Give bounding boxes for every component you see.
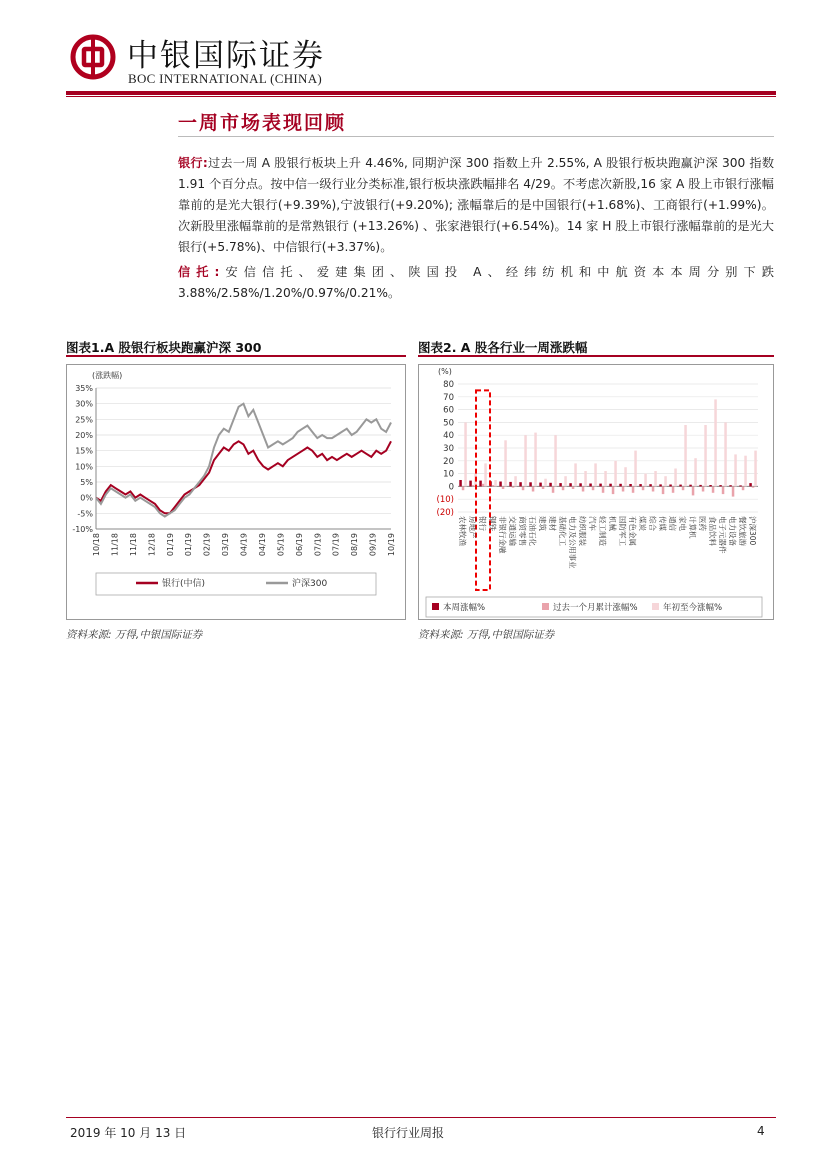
chart2-bar: [739, 485, 742, 486]
chart1-y-tick-label: 15%: [75, 446, 93, 456]
chart2-category-label: 有色金属: [628, 516, 637, 546]
chart1-x-tick-label: 11/18: [110, 533, 120, 557]
chart2-category-label: 建筑: [538, 516, 547, 531]
chart2-bar: [544, 479, 547, 487]
chart2-bar: [582, 486, 585, 491]
chart2-bar: [732, 486, 735, 496]
chart2-bar: [644, 474, 647, 487]
chart2-category-label: 商贸零售: [518, 516, 527, 546]
chart1-y-tick-label: 10%: [75, 462, 93, 472]
chart2-ylabel: (%): [438, 367, 452, 376]
chart2-bar: [614, 461, 617, 487]
chart2-bar: [492, 485, 495, 486]
chart2-bar: [539, 483, 542, 487]
chart1-y-tick-label: -10%: [72, 525, 93, 534]
chart2-y-tick-label: (10): [436, 495, 454, 506]
chart1-x-tick-label: 07/19: [331, 533, 341, 557]
paragraph-trusts-text: 安信信托、爱建集团、陕国投 A、经纬纺机和中航资本本周分别下跌 3.88%/2.58%/1.20%/0.97%/0.21%。: [178, 265, 774, 300]
chart2-y-tick-label: 70: [443, 392, 454, 403]
section-title-rule: [178, 136, 774, 137]
chart2-legend-label: 本周涨幅%: [443, 603, 486, 613]
chart2-category-label: 食品饮料: [708, 516, 717, 546]
chart1-x-tick-label: 01/19: [184, 533, 194, 557]
chart1-x-tick-label: 11/18: [128, 533, 138, 557]
chart2-category-label: 基础化工: [558, 516, 567, 546]
chart2-bar: [514, 476, 517, 486]
chart2-bar: [632, 486, 635, 492]
brand-name-cn: 中银国际证券: [127, 38, 325, 74]
chart1-x-tick-label: 04/19: [239, 533, 249, 557]
figure2-rule: [418, 355, 774, 357]
footer-rule: [66, 1117, 776, 1118]
chart2-bar: [562, 486, 565, 490]
footer-date: 2019 年 10 月 13 日: [70, 1126, 187, 1140]
chart2-category-label: 医药: [698, 516, 707, 531]
chart2-bar: [652, 486, 655, 491]
chart2-bar: [692, 486, 695, 495]
chart2-category-label: 沪深300: [748, 516, 757, 546]
chart1-x-tick-label: 07/19: [313, 533, 323, 557]
chart2-bar: [584, 471, 587, 486]
chart2-bar: [664, 476, 667, 486]
chart2-category-label: 石油石化: [528, 516, 537, 546]
chart2-bar: [724, 422, 727, 486]
chart2-bar: [564, 476, 567, 486]
chart2-legend-label: 过去一个月累计涨幅%: [553, 603, 638, 613]
chart2-bar: [579, 483, 582, 486]
chart2-bar: [504, 440, 507, 486]
chart2-category-label: 餐饮旅游: [738, 516, 747, 546]
chart2-bar: [694, 458, 697, 486]
chart2-bar: [629, 484, 632, 486]
chart2-bar: [662, 486, 665, 494]
chart2-bar: [622, 486, 625, 491]
chart1-ylabel: (涨跌幅): [92, 371, 123, 380]
figure2-chart: [418, 364, 774, 620]
chart2-category-label: 钢铁: [488, 516, 497, 531]
paragraph-banks-label: 银行:: [178, 156, 208, 170]
chart2-category-label: 传媒: [658, 516, 667, 531]
paragraph-banks: [178, 153, 774, 258]
brand-name-en: BOC INTERNATIONAL (CHINA): [128, 71, 323, 86]
chart2-category-label: 计算机: [688, 516, 697, 539]
chart2-bar: [502, 486, 505, 489]
chart2-y-tick-label: 0: [448, 482, 454, 493]
chart2-y-tick-label: 30: [443, 444, 454, 454]
chart2-bar: [752, 486, 755, 487]
chart2-bar: [702, 486, 705, 491]
chart1-x-tick-label: 09/19: [368, 533, 378, 557]
chart2-bar: [744, 456, 747, 487]
chart1-y-tick-label: 20%: [75, 431, 93, 440]
chart2-bar: [754, 451, 757, 487]
chart2-bar: [689, 485, 692, 487]
chart2-bar: [624, 467, 627, 486]
chart2-bar: [494, 480, 497, 486]
chart2-bar: [674, 469, 677, 487]
chart1-x-tick-label: 06/19: [294, 533, 304, 557]
paragraph-banks-text: 过去一周 A 股银行板块上升 4.46%, 同期沪深 300 指数上升 2.55%, A 股银行板块跑赢沪深 300 指数 1.91 个百分点。按中信一级行业分类标准,银行板块涨跌幅排名 4/29。不考虑次新股,16 家 A 股上市银行涨幅靠前的是光大银行(+9.39%),宁波银行(+9.20%); 涨幅靠后的是中国银行(+1.68%)、工商银行(+1.99%)。次新股里涨幅靠前的是常熟银行 (+13.26%) 、张家港银行(+6.54%)。14 家 H 股上市银行涨幅靠前的是光大银行(+5.78%)、中信银行(+3.37%)。: [178, 156, 775, 254]
chart2-category-label: 国防军工: [618, 516, 627, 546]
chart2-bar: [654, 471, 657, 486]
chart1-x-tick-label: 10/19: [387, 533, 396, 557]
chart1-x-tick-label: 10/18: [92, 533, 101, 557]
chart1-x-tick-label: 04/19: [257, 533, 267, 557]
chart2-category-label: 煤炭: [638, 516, 647, 531]
chart2-category-label: 电力及公用事业: [568, 516, 577, 569]
chart2-category-label: 房地产: [468, 516, 477, 539]
chart1-y-tick-label: 35%: [75, 384, 93, 393]
chart2-bar: [722, 486, 725, 494]
chart2-y-tick-label: 80: [443, 380, 454, 390]
figure1-rule: [66, 355, 406, 357]
chart1-y-tick-label: 30%: [75, 399, 93, 409]
chart2-bar: [642, 486, 645, 490]
figure2-title: 图表2. A 股各行业一周涨跌幅: [418, 340, 588, 355]
chart2-bar: [709, 485, 712, 486]
header-rule: [66, 91, 776, 95]
chart2-bar: [619, 484, 622, 487]
chart2-bar: [552, 486, 555, 492]
paragraph-trusts-label: 信托:: [178, 265, 220, 279]
chart2-legend-label: 年初至今涨幅%: [663, 603, 723, 613]
chart2-bar: [734, 454, 737, 486]
chart2-bar: [499, 482, 502, 487]
chart2-bar: [639, 484, 642, 486]
chart2-bar: [524, 435, 527, 486]
chart2-category-label: 农林牧渔: [458, 516, 467, 546]
chart1-y-tick-label: -5%: [77, 509, 93, 519]
chart2-bar: [604, 471, 607, 486]
chart1-y-tick-label: 5%: [80, 478, 93, 487]
chart2-bar: [659, 484, 662, 486]
chart1-legend-label: 沪深300: [292, 579, 328, 589]
chart2-category-label: 通信: [668, 516, 677, 531]
chart2-bar: [509, 482, 512, 487]
chart2-bar: [464, 422, 467, 486]
chart2-bar: [529, 482, 532, 486]
chart2-bar: [729, 485, 732, 486]
chart2-y-tick-label: 60: [443, 405, 454, 416]
chart2-bar: [549, 483, 552, 487]
chart2-bar: [669, 485, 672, 487]
chart2-legend-swatch: [542, 603, 549, 610]
chart2-bar: [534, 433, 537, 487]
chart2-bar: [532, 486, 535, 491]
chart2-bar: [589, 484, 592, 487]
boc-logo-icon: [70, 34, 116, 80]
figure2-source: 资料来源: 万得,中银国际证券: [418, 629, 555, 641]
chart2-bar: [714, 399, 717, 486]
footer-report-name: 银行行业周报: [372, 1126, 445, 1140]
chart2-bar: [679, 485, 682, 487]
chart2-bar: [459, 480, 462, 486]
chart2-category-label: 交通运输: [508, 516, 517, 546]
chart2-bar: [699, 485, 702, 487]
chart2-y-tick-label: 50: [443, 418, 454, 429]
chart2-bar: [749, 483, 752, 486]
chart2-bar: [704, 425, 707, 486]
chart2-bar: [672, 486, 675, 492]
section-title: 一周市场表现回顾: [178, 112, 347, 134]
chart2-category-label: 家电: [678, 516, 687, 531]
chart2-bar: [649, 484, 652, 486]
chart2-bar: [482, 484, 485, 487]
chart2-bar: [462, 486, 465, 490]
header-rule-thin: [66, 96, 776, 97]
chart2-y-tick-label: 20: [443, 456, 454, 467]
chart1-x-tick-label: 05/19: [276, 533, 286, 557]
chart2-y-tick-label: 40: [443, 431, 454, 442]
chart2-category-label: 综合: [648, 516, 657, 531]
chart2-bar: [519, 482, 522, 486]
chart2-bar: [479, 481, 482, 487]
chart1-x-tick-label: 03/19: [221, 533, 231, 557]
chart2-bar: [469, 481, 472, 487]
chart2-category-label: 电力设备: [728, 516, 737, 546]
figure1-chart: [66, 364, 406, 620]
chart2-bar: [554, 435, 557, 486]
chart2-bar: [634, 451, 637, 487]
chart1-y-tick-label: 0%: [80, 493, 93, 503]
chart1-x-tick-label: 08/19: [350, 533, 360, 557]
chart1-legend-label: 银行(中信): [162, 579, 206, 589]
chart2-bar: [684, 425, 687, 486]
chart2-legend-swatch: [652, 603, 659, 610]
chart1-x-tick-label: 02/19: [202, 533, 212, 557]
figure1-source: 资料来源: 万得,中银国际证券: [66, 629, 203, 641]
chart2-bar: [522, 486, 525, 490]
chart2-bar: [572, 486, 575, 489]
chart2-category-label: 汽车: [588, 516, 597, 531]
chart2-bar: [599, 484, 602, 487]
chart2-bar: [484, 463, 487, 486]
chart2-category-label: 建材: [548, 516, 557, 531]
chart2-bar: [512, 486, 515, 487]
chart2-bar: [682, 486, 685, 490]
figure1-title: 图表1.A 股银行板块跑赢沪深 300: [66, 340, 262, 355]
chart2-bar: [559, 483, 562, 486]
chart2-category-label: 电子元器件: [718, 516, 727, 554]
chart2-bar: [609, 484, 612, 487]
chart1-x-tick-label: 01/19: [165, 533, 175, 557]
chart2-bar: [612, 486, 615, 494]
chart2-y-tick-label: 10: [443, 469, 454, 480]
paragraph-trusts: [178, 262, 774, 304]
chart2-frame: [419, 365, 774, 620]
chart2-bar: [719, 485, 722, 486]
chart1-x-tick-label: 12/18: [147, 533, 157, 557]
chart2-bar: [542, 486, 545, 489]
chart2-bar: [602, 486, 605, 492]
chart2-bar: [472, 485, 475, 486]
chart2-y-tick-label: (20): [436, 508, 454, 518]
chart2-bar: [712, 486, 715, 492]
footer-page-number: 4: [757, 1124, 765, 1138]
chart2-category-label: 机械: [608, 516, 617, 531]
chart2-category-label: 纺织服装: [578, 516, 587, 546]
chart2-category-label: 非银行金融: [498, 516, 507, 554]
chart2-bar: [592, 486, 595, 490]
chart2-bar: [742, 486, 745, 490]
chart2-bar: [574, 463, 577, 486]
chart2-legend-swatch: [432, 603, 439, 610]
chart2-category-label: 轻工制造: [598, 516, 607, 546]
chart1-y-tick-label: 25%: [75, 415, 93, 425]
chart2-bar: [594, 463, 597, 486]
chart2-bar: [569, 483, 572, 486]
chart2-category-label: 银行: [478, 516, 487, 531]
